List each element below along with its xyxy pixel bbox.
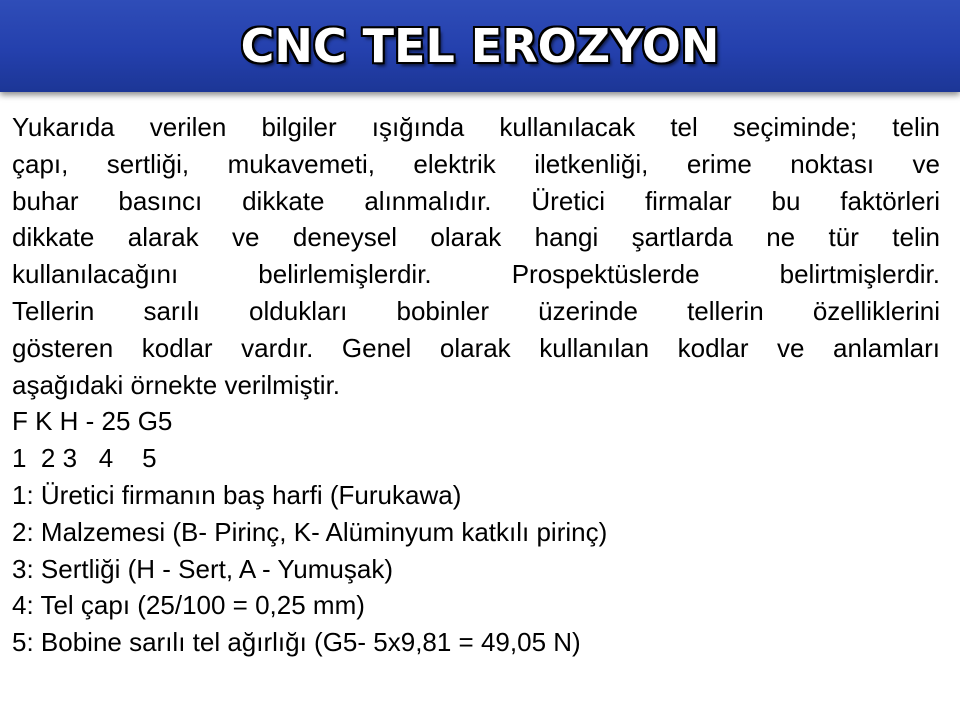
content-body: [12, 109, 952, 661]
code-meaning-item: 3: Sertliği (H - Sert, A - Yumuşak): [12, 553, 393, 584]
paragraph-line: dikkate alarak ve deneysel olarak hangi şartlarda ne tür telin: [12, 222, 940, 253]
page-title: CNC TEL EROZYON: [240, 19, 720, 73]
code-meaning-item: 2: Malzemesi (B- Pirinç, K- Alüminyum katkılı pirinç): [12, 516, 608, 547]
paragraph-line: Yukarıda verilen bilgiler ışığında kullanılacak tel seçiminde; telin: [12, 112, 940, 142]
paragraph-line: gösteren kodlar vardır. Genel olarak kullanılan kodlar ve anlamları: [12, 332, 940, 363]
paragraph-line: aşağıdaki örnekte verilmiştir.: [12, 369, 341, 400]
paragraph-line: çapı, sertliği, mukavemeti, elektrik iletkenliği, erime noktası ve: [12, 148, 940, 179]
code-example: F K H - 25 G5: [12, 406, 173, 437]
paragraph-line: Tellerin sarılı oldukları bobinler üzerinde tellerin özelliklerini: [12, 295, 940, 326]
paragraph-line: buhar basıncı dikkate alınmalıdır. Üretici firmalar bu faktörleri: [12, 185, 940, 216]
code-positions: 1 2 3 4 5: [12, 443, 157, 474]
code-meaning-item: 5: Bobine sarılı tel ağırlığı (G5- 5x9,81 = 49,05 N): [12, 627, 581, 658]
title-bar: [0, 0, 960, 92]
paragraph-line: kullanılacağını belirlemişlerdir. Prospektüslerde belirtmişlerdir.: [12, 259, 940, 290]
code-meaning-item: 1: Üretici firmanın baş harfi (Furukawa): [12, 479, 462, 510]
code-meaning-item: 4: Tel çapı (25/100 = 0,25 mm): [12, 590, 365, 621]
